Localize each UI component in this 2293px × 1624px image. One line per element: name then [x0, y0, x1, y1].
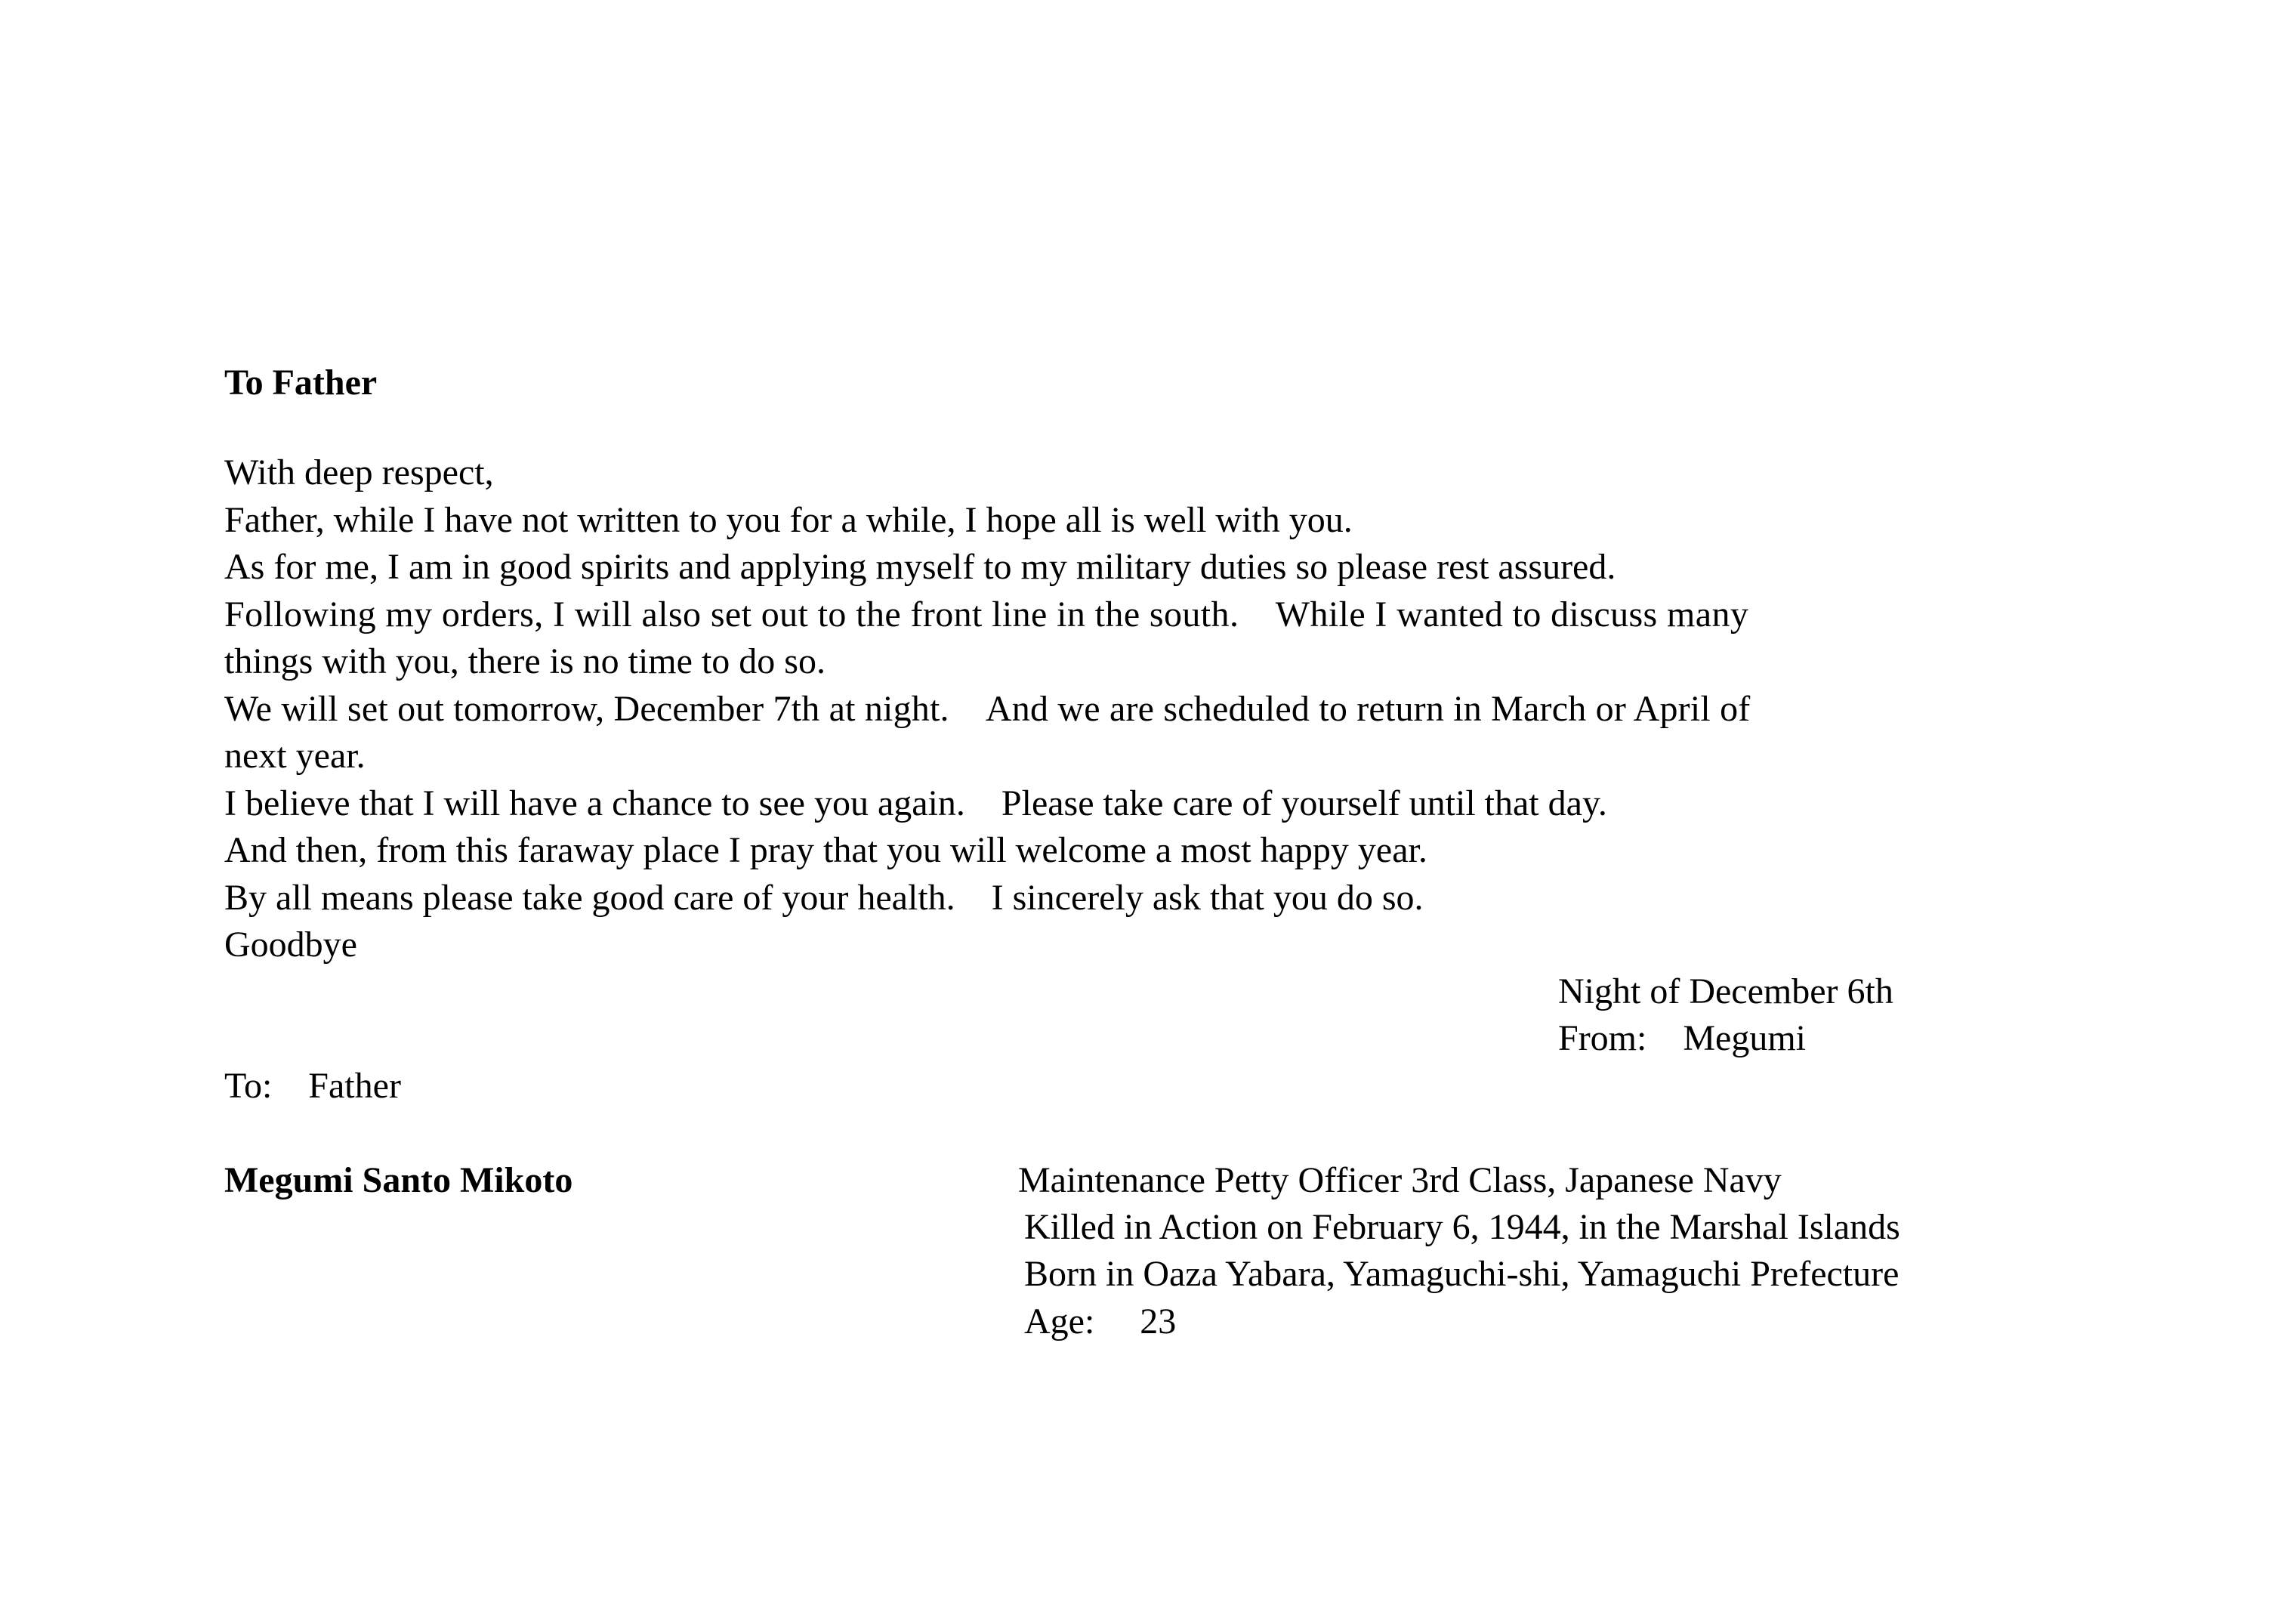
letter-line: things with you, there is no time to do so. — [224, 641, 826, 681]
letter-line: As for me, I am in good spirits and applying myself to my military duties so please rest assured. — [224, 547, 1616, 587]
letter-line: We will set out tomorrow, December 7th at night. And we are scheduled to return in March or April of — [224, 688, 1751, 729]
letter-line: By all means please take good care of your health. I sincerely ask that you do so. — [224, 877, 1424, 918]
profile-age: Age: 23 — [1024, 1301, 1177, 1341]
letter-body — [224, 449, 2097, 969]
profile-rank: Maintenance Petty Officer 3rd Class, Japanese Navy — [1018, 1160, 1782, 1200]
letter-line: With deep respect, — [224, 452, 494, 492]
profile-death: Killed in Action on February 6, 1944, in the Marshal Islands — [1024, 1207, 1900, 1247]
letter-date: Night of December 6th — [1558, 971, 1893, 1011]
letter-heading: To Father — [224, 363, 378, 403]
letter-line: next year. — [224, 736, 366, 776]
letter-from: From: Megumi — [1558, 1018, 1807, 1058]
letter-to: To: Father — [224, 1066, 401, 1106]
letter-line: I believe that I will have a chance to see you again. Please take care of yourself until that day. — [224, 783, 1607, 823]
letter-line: And then, from this faraway place I pray that you will welcome a most happy year. — [224, 830, 1427, 870]
letter-line: Father, while I have not written to you for a while, I hope all is well with you. — [224, 499, 1353, 540]
letter-line: Following my orders, I will also set out to the front line in the south. While I wanted to discuss many — [224, 594, 1749, 634]
letter-line: Goodbye — [224, 925, 357, 965]
profile-name: Megumi Santo Mikoto — [224, 1160, 573, 1200]
profile-birthplace: Born in Oaza Yabara, Yamaguchi-shi, Yamaguchi Prefecture — [1024, 1254, 1900, 1294]
